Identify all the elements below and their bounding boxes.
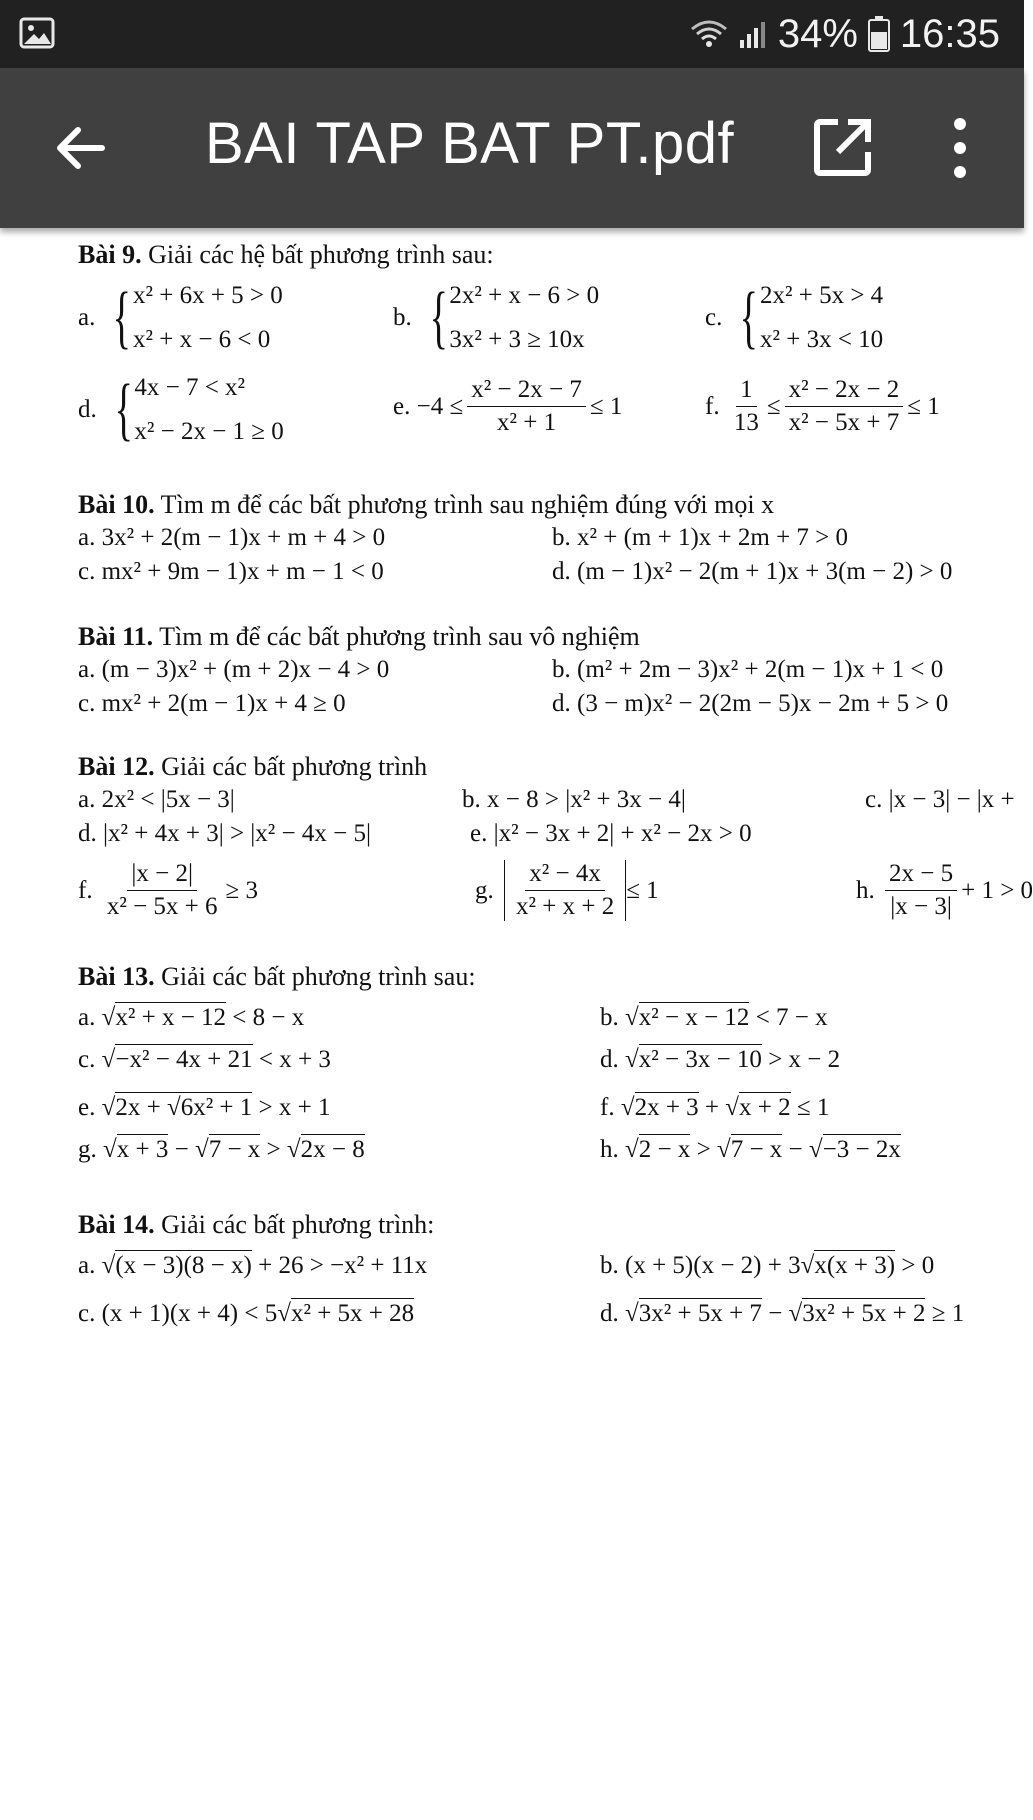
item-label: g. (78, 1136, 97, 1163)
item-d: d. (3 − m)x² − 2(2m − 5)x − 2m + 5 > 0 (552, 690, 949, 717)
exercise-instruction: Giải các hệ bất phương trình sau: (141, 240, 494, 269)
exercise-title (78, 490, 774, 520)
item-b: b. (m² + 2m − 3)x² + 2(m − 1)x + 1 < 0 (552, 656, 944, 683)
item-label: e. (393, 392, 411, 420)
item-f: f. √2x + 3 + √x + 2 ≤ 1 (600, 1094, 830, 1121)
radicand: −x² − 4x + 21 (115, 1046, 253, 1073)
battery-icon (868, 16, 890, 52)
expr: 2x + (115, 1094, 167, 1121)
item-d: d. |x² + 4x + 3| > |x² − 4x − 5| (78, 820, 372, 847)
expr: > (696, 1136, 711, 1163)
expr: (x + 5)(x − 2) + 3 (625, 1252, 801, 1279)
app-bar (0, 68, 1024, 228)
absolute-value (504, 860, 626, 921)
item-label: c. (78, 1046, 96, 1073)
expr: < 7 − x (755, 1004, 828, 1031)
item-b: b. √x² − x − 12 < 7 − x (600, 1004, 828, 1031)
item-b: b. x − 8 > |x² + 3x − 4| (462, 786, 686, 813)
signal-icon (738, 20, 768, 48)
item-label: a. (78, 1004, 96, 1031)
numerator: x² − 4x (525, 860, 605, 891)
item-label: c. (78, 1300, 96, 1327)
radicand: x² + x − 12 (115, 1004, 227, 1031)
item-label: b. (393, 304, 412, 331)
battery-percent: 34% (777, 11, 858, 56)
gallery-icon (20, 18, 54, 48)
item-a: a. 3x² + 2(m − 1)x + m + 4 > 0 (78, 524, 386, 551)
expr: < x + 3 (258, 1046, 331, 1073)
fraction (467, 376, 586, 437)
brace-icon: { (114, 371, 133, 448)
radicand: x² + 5x + 28 (290, 1300, 415, 1327)
inequality: x² + 3x < 10 (759, 326, 884, 353)
item-b: b. x² + (m + 1)x + 2m + 7 > 0 (552, 524, 849, 551)
item-label: a. (78, 1252, 96, 1279)
radicand: 2x + 3 (634, 1094, 699, 1121)
brace-icon: { (112, 279, 132, 356)
item-label: a. (78, 304, 96, 331)
expr: − (174, 1136, 189, 1163)
radicand: 3x² + 5x + 7 (638, 1300, 762, 1327)
expr: ≥ 1 (931, 1300, 965, 1327)
inequality: 2x² + 5x > 4 (759, 282, 884, 309)
expr: ≤ 1 (589, 392, 623, 420)
item-label: d. (600, 1300, 619, 1327)
system-c (705, 274, 883, 362)
exercise-instruction: Giải các bất phương trình (154, 752, 428, 781)
clock: 16:35 (899, 11, 1000, 56)
item-label: f. (600, 1094, 615, 1121)
inequality: 3x² + 3 ≥ 10x (449, 326, 585, 353)
brace-icon: { (429, 279, 448, 356)
system-b (393, 274, 599, 362)
exercise-instruction: Giải các bất phương trình sau: (154, 962, 476, 991)
open-external-icon[interactable] (812, 116, 874, 178)
item-c: c. |x − 3| − |x + (865, 786, 1015, 813)
item-c: c. (x + 1)(x + 4) < 5√x² + 5x + 28 (78, 1300, 415, 1327)
radicand: 7 − x (208, 1136, 261, 1163)
radicand: 2 − x (638, 1136, 691, 1163)
exercise-title (78, 240, 494, 270)
expr: ≤ 1 (907, 392, 940, 420)
expr: > x + 1 (258, 1094, 331, 1121)
item-d: d. √x² − 3x − 10 > x − 2 (600, 1046, 841, 1073)
expr: ≤ (766, 392, 781, 420)
denominator: 13 (733, 409, 759, 436)
inequality: 4x − 7 < x² (134, 374, 246, 401)
expr: + (704, 1094, 720, 1121)
expr: (x + 1)(x + 4) < 5 (101, 1300, 278, 1327)
numerator: 2x − 5 (885, 860, 957, 891)
exercise-number: Bài 12. (78, 752, 155, 781)
denominator: x² + 1 (496, 409, 557, 436)
expr: + 1 > 0 (961, 876, 1033, 904)
item-d: d. (m − 1)x² − 2(m + 1)x + 3(m − 2) > 0 (552, 558, 953, 585)
exercise-title (78, 622, 640, 652)
exercise-title (78, 752, 427, 782)
item-a: a. √x² + x − 12 < 8 − x (78, 1004, 305, 1031)
exercise-instruction: Tìm m để các bất phương trình sau nghiệm đúng với mọi x (154, 490, 775, 519)
radicand: 7 − x (730, 1136, 783, 1163)
fraction (730, 376, 763, 437)
item-c: c. mx² + 2(m − 1)x + 4 ≥ 0 (78, 690, 346, 717)
fraction (512, 860, 618, 921)
exercise-number: Bài 11. (78, 622, 154, 651)
item-d: d. √3x² + 5x + 7 − √3x² + 5x + 2 ≥ 1 (600, 1300, 965, 1327)
item-label: d. (600, 1046, 619, 1073)
item-g: g. √x + 3 − √7 − x > √2x − 8 (78, 1136, 365, 1163)
item-h: h. √2 − x > √7 − x − √−3 − 2x (600, 1136, 901, 1163)
exercise-instruction: Giải các bất phương trình: (154, 1210, 435, 1239)
exercise-instruction: Tìm m để các bất phương trình sau vô nghiệm (153, 622, 640, 651)
radicand: 3x² + 5x + 2 (802, 1300, 926, 1327)
expr: > (266, 1136, 281, 1163)
item-h (856, 860, 1033, 921)
fraction (785, 376, 904, 437)
radicand: (x − 3)(8 − x) (115, 1252, 252, 1279)
denominator: x² + x + 2 (516, 893, 615, 920)
item-g (475, 860, 659, 921)
inequality: x² − 2x − 1 ≥ 0 (134, 418, 284, 445)
radicand: −3 − 2x (822, 1136, 901, 1163)
expr: > 0 (901, 1252, 935, 1279)
radicand: x² − x − 12 (638, 1004, 750, 1031)
fraction (885, 860, 957, 921)
document-title: BAI TAP BAT PT.pdf (205, 111, 735, 176)
numerator: |x − 2| (127, 860, 197, 891)
exercise-number: Bài 10. (78, 490, 155, 519)
inequality: x² + x − 6 < 0 (132, 326, 271, 353)
inequality: 2x² + x − 6 > 0 (449, 282, 600, 309)
item-a: a. √(x − 3)(8 − x) + 26 > −x² + 11x (78, 1252, 428, 1279)
exercise-number: Bài 9. (78, 240, 142, 269)
inequality: x² + 6x + 5 > 0 (132, 282, 283, 309)
brace-icon: { (739, 279, 759, 356)
item-label: b. (600, 1004, 619, 1031)
exercise-number: Bài 14. (78, 1210, 155, 1239)
expr: + 26 > −x² + 11x (258, 1252, 428, 1279)
numerator: x² − 2x − 7 (467, 376, 586, 407)
radicand: x + 2 (739, 1094, 791, 1121)
expr: −4 ≤ (416, 392, 464, 420)
item-label: e. (78, 1094, 96, 1121)
exercise-title (78, 1210, 434, 1240)
item-label: c. (705, 304, 723, 331)
expr: ≥ 3 (225, 876, 259, 904)
radicand: 2x + √6x² + 1 (115, 1094, 253, 1121)
numerator: 1 (736, 376, 757, 407)
expr: < 8 − x (232, 1004, 305, 1031)
exercise-number: Bài 13. (78, 962, 155, 991)
item-label: g. (475, 876, 494, 904)
exercise-title (78, 962, 476, 992)
expr: > x − 2 (768, 1046, 841, 1073)
expr: − (768, 1300, 783, 1327)
pdf-page[interactable] (0, 228, 1033, 1820)
item-label: d. (78, 396, 97, 423)
radicand: x(x + 3) (814, 1252, 896, 1279)
system-d (78, 366, 284, 454)
item-label: b. (600, 1252, 619, 1279)
system-a (78, 274, 283, 362)
expr: ≤ 1 (626, 876, 659, 904)
back-arrow-icon[interactable] (50, 118, 110, 178)
radicand: x² − 3x − 10 (638, 1046, 762, 1073)
inequality-e (393, 376, 622, 437)
denominator: x² − 5x + 7 (788, 409, 900, 436)
radicand: 2x − 8 (300, 1136, 365, 1163)
numerator: x² − 2x − 2 (785, 376, 904, 407)
item-e: e. √2x + √6x² + 1 > x + 1 (78, 1094, 331, 1121)
item-a: a. 2x² < |5x − 3| (78, 786, 235, 813)
radicand: 6x² + 1 (180, 1094, 253, 1121)
item-f (78, 860, 258, 921)
item-label: f. (705, 392, 720, 420)
item-label: h. (600, 1136, 619, 1163)
radicand: x + 3 (116, 1136, 169, 1163)
item-e: e. |x² − 3x + 2| + x² − 2x > 0 (470, 820, 752, 847)
denominator: x² − 5x + 6 (106, 893, 218, 920)
wifi-icon (690, 19, 728, 49)
expr: ≤ 1 (796, 1094, 830, 1121)
item-label: f. (78, 876, 93, 904)
fraction (103, 860, 222, 921)
item-label: h. (856, 876, 875, 904)
item-c: c. mx² + 9m − 1)x + m − 1 < 0 (78, 558, 384, 585)
item-b: b. (x + 5)(x − 2) + 3√x(x + 3) > 0 (600, 1252, 935, 1279)
denominator: |x − 3| (890, 893, 952, 920)
status-bar (0, 0, 1024, 68)
inequality-f (705, 376, 940, 437)
item-c: c. √−x² − 4x + 21 < x + 3 (78, 1046, 331, 1073)
item-a: a. (m − 3)x² + (m + 2)x − 4 > 0 (78, 656, 390, 683)
more-vert-icon[interactable] (944, 116, 976, 180)
expr: − (788, 1136, 803, 1163)
